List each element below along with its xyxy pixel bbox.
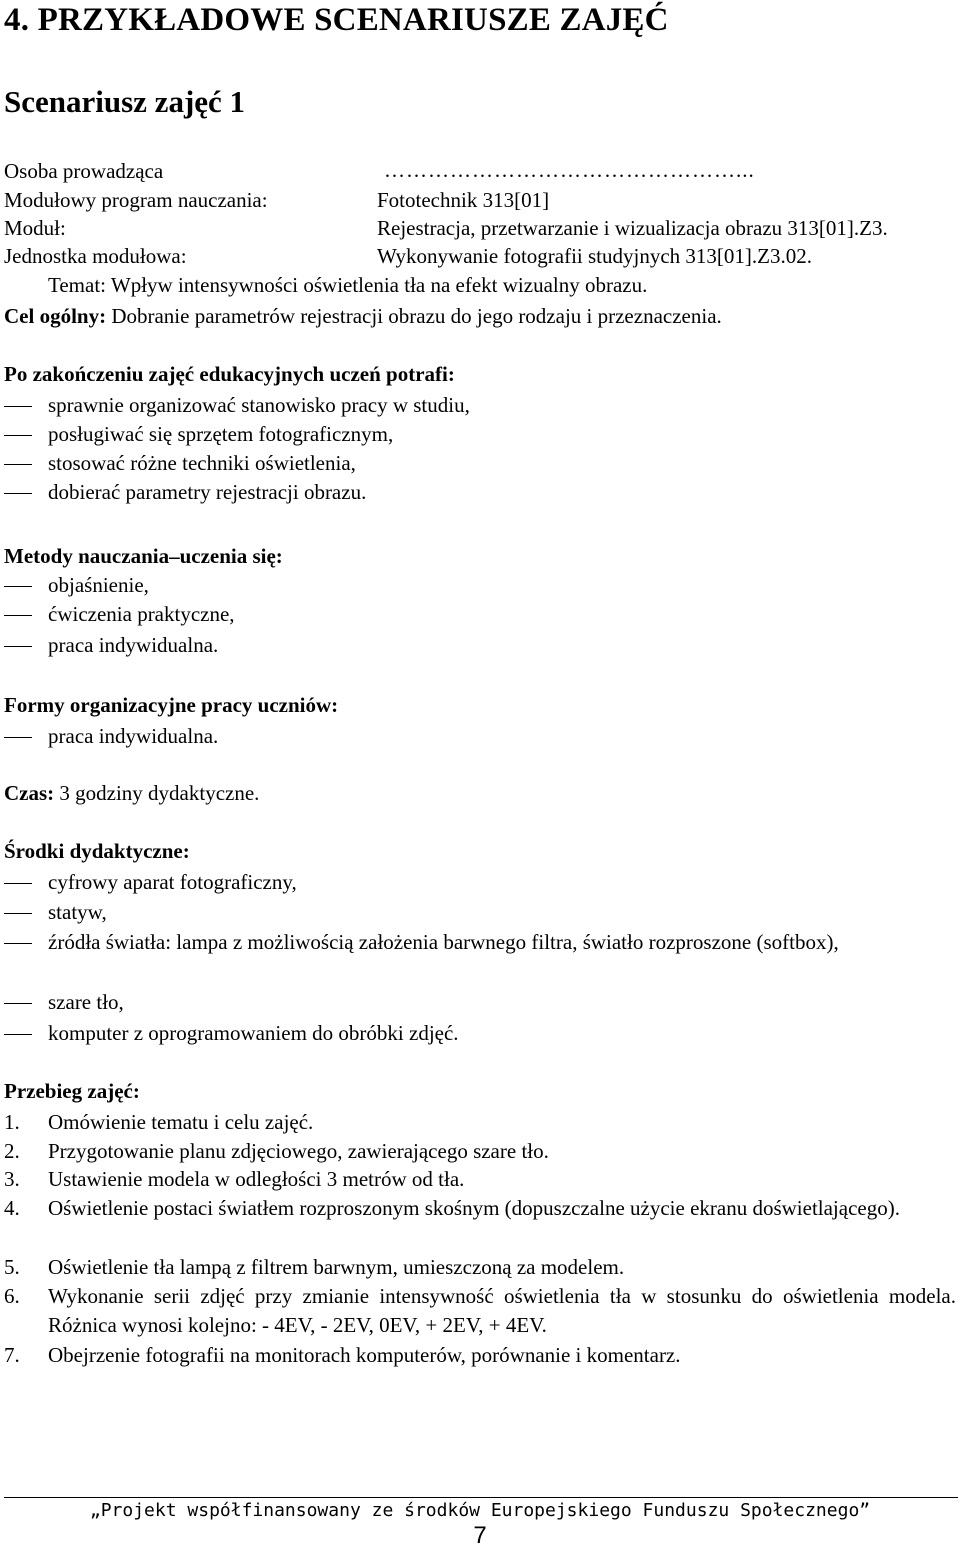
outcome-item: dobierać parametry rejestracji obrazu. <box>48 480 367 504</box>
program-label: Modułowy program nauczania: <box>4 188 268 212</box>
list-dash <box>4 913 32 914</box>
duration-value: 3 godziny dydaktyczne. <box>59 781 260 805</box>
resource-item: statyw, <box>48 900 107 924</box>
footer-text: „Projekt współfinansowany ze środków Europejskiego Funduszu Społecznego” <box>89 1500 871 1521</box>
step-number: 2. <box>4 1139 20 1163</box>
list-dash <box>4 464 32 465</box>
resource-item: komputer z oprogramowaniem do obróbki zdjęć. <box>48 1021 459 1045</box>
list-dash <box>4 1003 32 1004</box>
general-goal-text: Dobranie parametrów rejestracji obrazu do jego rodzaju i przeznaczenia. <box>111 304 722 328</box>
resource-item: szare tło, <box>48 990 124 1014</box>
chapter-heading: 4. PRZYKŁADOWE SCENARIUSZE ZAJĘĆ <box>4 2 669 38</box>
general-goal <box>4 302 722 330</box>
duration-label: Czas: <box>4 781 55 805</box>
jednostka-label: Jednostka modułowa: <box>4 244 187 268</box>
outcome-item: posługiwać się sprzętem fotograficznym, <box>48 422 394 446</box>
procedure-title: Przebieg zajęć: <box>4 1079 140 1103</box>
outcomes-title: Po zakończeniu zajęć edukacyjnych uczeń potrafi: <box>4 362 455 386</box>
method-item: praca indywidualna. <box>48 633 219 657</box>
footer-divider <box>4 1497 958 1498</box>
method-item: objaśnienie, <box>48 573 149 597</box>
method-item: ćwiczenia praktyczne, <box>48 602 235 626</box>
page-number: 7 <box>473 1522 487 1549</box>
procedure-step: Wykonanie serii zdjęć przy zmianie intensywność oświetlenia tła w stosunku do oświetlenia modela. Różnica wynosi kolejno: - 4EV, - 2EV, 0EV, + 2EV, + 4EV. <box>48 1284 956 1337</box>
step-number: 6. <box>4 1284 20 1308</box>
outcome-item: stosować różne techniki oświetlenia, <box>48 451 356 475</box>
procedure-step: Ustawienie modela w odległości 3 metrów od tła. <box>48 1167 465 1191</box>
modul-value: Rejestracja, przetwarzanie i wizualizacja obrazu 313[01].Z3. <box>377 216 888 240</box>
list-dash <box>4 493 32 494</box>
list-dash <box>4 435 32 436</box>
forms-title: Formy organizacyjne pracy uczniów: <box>4 693 339 717</box>
scenario-heading: Scenariusz zajęć 1 <box>4 84 246 119</box>
program-value: Fototechnik 313[01] <box>377 188 550 212</box>
general-goal-label: Cel ogólny: <box>4 304 107 328</box>
methods-title: Metody nauczania–uczenia się: <box>4 544 283 568</box>
procedure-step: Oświetlenie tła lampą z filtrem barwnym, umieszczoną za modelem. <box>48 1255 625 1279</box>
outcome-item: sprawnie organizować stanowisko pracy w studiu, <box>48 393 470 417</box>
list-dash <box>4 943 32 944</box>
list-dash <box>4 615 32 616</box>
duration <box>4 779 259 807</box>
modul-label: Moduł: <box>4 216 66 240</box>
jednostka-value: Wykonywanie fotografii studyjnych 313[01].Z3.02. <box>377 244 812 268</box>
list-dash <box>4 1034 32 1035</box>
resource-item: źródła światła: lampa z możliwością założenia barwnego filtra, światło rozproszone (softbox), <box>48 930 839 954</box>
list-dash <box>4 883 32 884</box>
resources-title: Środki dydaktyczne: <box>4 839 190 863</box>
step-number: 5. <box>4 1255 20 1279</box>
step-number: 7. <box>4 1343 20 1367</box>
procedure-step: Omówienie tematu i celu zajęć. <box>48 1110 314 1134</box>
form-item: praca indywidualna. <box>48 724 219 748</box>
list-dash <box>4 737 32 738</box>
procedure-step: Przygotowanie planu zdjęciowego, zawierającego szare tło. <box>48 1139 549 1163</box>
step-number: 3. <box>4 1167 20 1191</box>
procedure-step: Oświetlenie postaci światłem rozproszonym skośnym (dopuszczalne użycie ekranu doświetlającego). <box>48 1196 900 1220</box>
osoba-value: …………………………………………... <box>384 160 755 180</box>
osoba-label: Osoba prowadząca <box>4 159 164 183</box>
step-number: 1. <box>4 1110 20 1134</box>
topic: Temat: Wpływ intensywności oświetlenia tła na efekt wizualny obrazu. <box>48 273 648 297</box>
list-dash <box>4 586 32 587</box>
resource-item: cyfrowy aparat fotograficzny, <box>48 870 297 894</box>
step-number: 4. <box>4 1196 20 1220</box>
list-dash <box>4 646 32 647</box>
list-dash <box>4 406 32 407</box>
procedure-step: Obejrzenie fotografii na monitorach komputerów, porównanie i komentarz. <box>48 1343 681 1367</box>
